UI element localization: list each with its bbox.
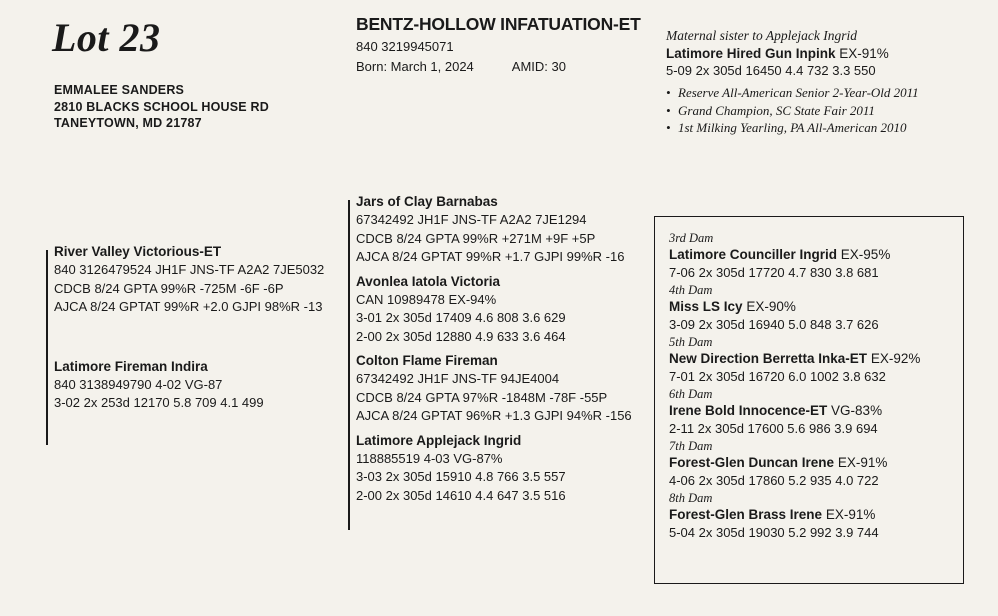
- pedigree-name: Jars of Clay Barnabas: [356, 194, 498, 209]
- pedigree-line: 2-00 2x 305d 12880 4.9 633 3.6 464: [356, 328, 566, 344]
- dam-generation-label: 3rd Dam: [669, 231, 714, 245]
- animal-born-date: Born: March 1, 2024: [356, 59, 474, 74]
- animal-name: BENTZ-HOLLOW INFATUATION-ET: [356, 14, 641, 34]
- sire-pedigree-column: [54, 244, 344, 413]
- consignor-name: EMMALEE SANDERS: [54, 83, 185, 97]
- sire-name: River Valley Victorious-ET: [54, 244, 222, 259]
- maternal-note: Maternal sister to Applejack Ingrid: [666, 28, 857, 43]
- dam-record: 4-06 2x 305d 17860 5.2 935 4.0 722: [669, 473, 879, 488]
- dam-pedigree-column: [356, 194, 656, 512]
- pedigree-block: [356, 274, 656, 347]
- dam-record: 5-04 2x 305d 19030 5.2 992 3.9 744: [669, 525, 879, 540]
- sire-dam-line: 840 3138949790 4-02 VG-87: [54, 376, 223, 392]
- maternal-dam-score: EX-91%: [839, 46, 889, 61]
- pedigree-line: AJCA 8/24 GPTAT 96%R +1.3 GJPI 94%R -156: [356, 408, 632, 423]
- bracket-rule: [46, 250, 48, 445]
- dam-entry: [669, 387, 963, 438]
- dam-name: [669, 506, 963, 524]
- dam-generation-label: 8th Dam: [669, 491, 713, 505]
- dam-record: 7-06 2x 305d 17720 4.7 830 3.8 681: [669, 265, 879, 280]
- sire-dam-line: 3-02 2x 253d 12170 5.8 709 4.1 499: [54, 395, 264, 410]
- pedigree-line: 67342492 JH1F JNS-TF A2A2 7JE1294: [356, 212, 587, 227]
- dam-entry: [669, 491, 963, 542]
- dam-score: EX-92%: [870, 351, 921, 366]
- sire-line: 840 3126479524 JH1F JNS-TF A2A2 7JE5032: [54, 262, 325, 277]
- pedigree-name: Colton Flame Fireman: [356, 353, 498, 368]
- pedigree-block: [356, 433, 656, 506]
- sire-block: [54, 244, 344, 317]
- pedigree-line: CAN 10989478 EX-94%: [356, 291, 497, 307]
- dam-name-text: Irene Bold Innocence-ET: [669, 403, 828, 418]
- dam-name-text: Forest-Glen Brass Irene: [669, 507, 823, 522]
- maternal-sister-block: [666, 28, 986, 137]
- dam-entry: [669, 283, 963, 334]
- pedigree-line: CDCB 8/24 GPTA 97%R -1848M -78F -55P: [356, 389, 608, 405]
- dam-entry: [669, 231, 963, 282]
- animal-registration: 840 3219945071: [356, 39, 454, 54]
- pedigree-line: 3-01 2x 305d 17409 4.6 808 3.6 629: [356, 310, 566, 325]
- pedigree-line: 2-00 2x 305d 14610 4.4 647 3.5 516: [356, 487, 566, 503]
- dam-record: 2-11 2x 305d 17600 5.6 986 3.9 694: [669, 421, 878, 436]
- dam-name-text: New Direction Berretta Inka-ET: [669, 351, 868, 366]
- dam-name-text: Miss LS Icy: [669, 299, 743, 314]
- dam-record: 7-01 2x 305d 16720 6.0 1002 3.8 632: [669, 369, 886, 384]
- maternal-dam-name: [666, 46, 986, 61]
- spacer: [54, 317, 344, 359]
- ancestor-dam-box: [654, 216, 964, 584]
- sire-line: CDCB 8/24 GPTA 99%R -725M -6F -6P: [54, 280, 284, 296]
- dam-name-text: Latimore Counciller Ingrid: [669, 247, 838, 262]
- pedigree-line: 118885519 4-03 VG-87%: [356, 450, 503, 466]
- dam-generation-label: 5th Dam: [669, 335, 713, 349]
- maternal-dam-name-text: Latimore Hired Gun Inpink: [666, 46, 836, 61]
- dam-generation-label: 6th Dam: [669, 387, 713, 401]
- pedigree-block: [356, 194, 656, 267]
- page-title: Lot 23: [52, 15, 161, 60]
- dam-name: [669, 350, 963, 368]
- dam-name: [669, 246, 963, 264]
- dam-generation-label: 7th Dam: [669, 439, 713, 453]
- animal-amid: AMID: 30: [511, 59, 566, 74]
- list-item: • 1st Milking Yearling, PA All-American 2010: [666, 119, 986, 137]
- dam-entry: [669, 439, 963, 490]
- pedigree-block: [356, 353, 656, 426]
- pedigree-name: Latimore Applejack Ingrid: [356, 432, 522, 448]
- sire-line: AJCA 8/24 GPTAT 99%R +2.0 GJPI 98%R -13: [54, 299, 323, 314]
- dam-name: [669, 402, 963, 420]
- pedigree-line: CDCB 8/24 GPTA 99%R +271M +9F +5P: [356, 230, 596, 246]
- maternal-dam-record: 5-09 2x 305d 16450 4.4 732 3.3 550: [666, 63, 876, 78]
- pedigree-line: AJCA 8/24 GPTAT 99%R +1.7 GJPI 99%R -16: [356, 249, 625, 264]
- dam-score: EX-90%: [746, 299, 796, 314]
- consignor-block: [54, 82, 269, 132]
- award-list: [666, 84, 986, 137]
- pedigree-name: Avonlea Iatola Victoria: [356, 273, 501, 289]
- pedigree-line: 67342492 JH1F JNS-TF 94JE4004: [356, 371, 560, 386]
- dam-score: EX-91%: [825, 507, 876, 522]
- sire-dam-block: [54, 359, 344, 413]
- consignor-address: 2810 BLACKS SCHOOL HOUSE RD: [54, 99, 269, 114]
- dam-name: [669, 298, 963, 316]
- dam-name-text: Forest-Glen Duncan Irene: [669, 455, 835, 470]
- dam-score: EX-95%: [840, 247, 891, 262]
- dam-record: 3-09 2x 305d 16940 5.0 848 3.7 626: [669, 317, 879, 332]
- dam-score: VG-83%: [831, 403, 883, 418]
- dam-entry: [669, 335, 963, 386]
- list-item: • Grand Champion, SC State Fair 2011: [666, 102, 986, 120]
- dam-name: [669, 454, 963, 472]
- pedigree-line: 3-03 2x 305d 15910 4.8 766 3.5 557: [356, 469, 566, 484]
- dam-score: EX-91%: [837, 455, 888, 470]
- bracket-rule: [348, 200, 350, 530]
- consignor-city-state-zip: TANEYTOWN, MD 21787: [54, 116, 202, 130]
- list-item: • Reserve All-American Senior 2-Year-Old 2011: [666, 84, 986, 102]
- animal-birth-info: [356, 59, 566, 74]
- dam-generation-label: 4th Dam: [669, 283, 713, 297]
- sire-dam-name: Latimore Fireman Indira: [54, 358, 208, 374]
